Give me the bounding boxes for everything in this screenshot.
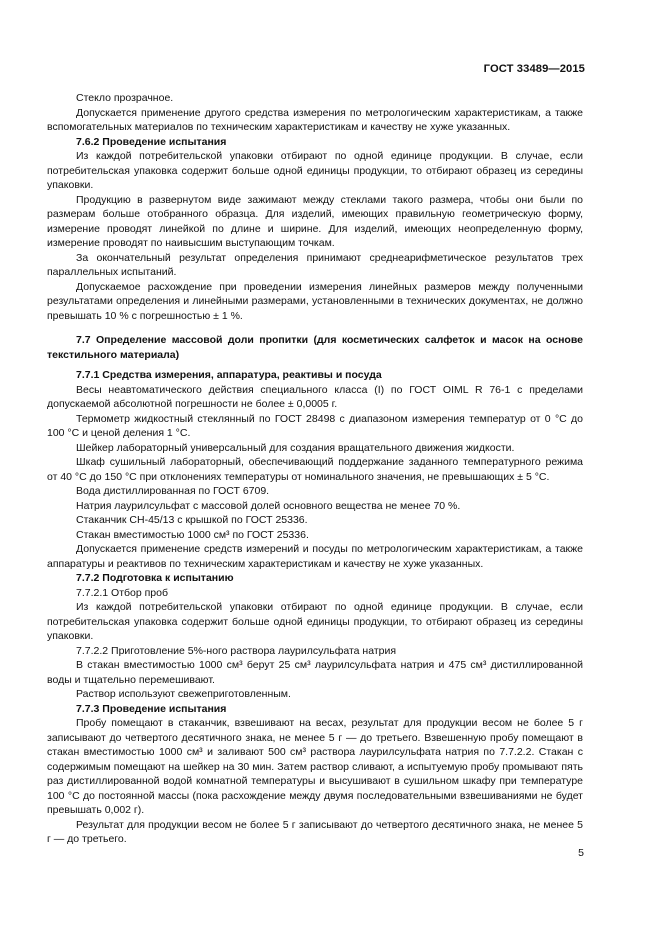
paragraph: Стекло прозрачное. xyxy=(76,92,174,104)
paragraph: Натрия лаурилсульфат с массовой долей основного вещества не менее 70 %. xyxy=(76,499,461,512)
subsection-title: 7.7.2.2 Приготовление 5%-ного раствора лаурилсульфата натрия xyxy=(76,644,397,657)
paragraph: В стакан вместимостью 1000 см³ берут 25 см³ лаурилсульфата натрия и 475 см³ дистиллированной воды и тщательно перемешивают. xyxy=(47,659,583,686)
paragraph: Вода дистиллированная по ГОСТ 6709. xyxy=(76,485,270,497)
paragraph: Пробу помещают в стаканчик, взвешивают на весах, результат для продукции весом не более 5 г записывают до четвертого десятичного знака, не менее 5 г — до третьего. Взвешенную пробу помещают в стакан вместимостью 1000 см³ и заливают 500 см³ раствора лаурилсульфата натрия по 7.7.2.2. Стакан с содержимым помещают на шейкер на 30 мин. Затем раствор сливают, а испытуемую пробу промывают пять раз дистиллированной водой комнатной температуры и высушивают в сушильном шкафу при температуре 100 °C до постоянной массы (пока расхождение между двумя последовательными взвешиваниями не будет превышать 0,002 г). xyxy=(47,717,583,816)
paragraph: Допускается применение средств измерений и посуды по метрологическим характеристикам, а также аппаратуры и реактивов по техническим характеристикам и качеству не хуже указанных. xyxy=(47,543,583,570)
paragraph: Термометр жидкостный стеклянный по ГОСТ 28498 с диапазоном измерения температур от 0 °C до 100 °C и ценой деления 1 °C. xyxy=(47,412,583,439)
subsection-title: 7.7.2.1 Отбор проб xyxy=(76,586,168,599)
paragraph: Стакан вместимостью 1000 см³ по ГОСТ 25336. xyxy=(76,528,309,541)
paragraph: Раствор используют свежеприготовленным. xyxy=(76,688,291,700)
paragraph: Весы неавтоматического действия специального класса (I) по ГОСТ OIML R 76-1 с пределами допускаемой абсолютной погрешности не более ± 0,0005 г. xyxy=(47,383,583,410)
paragraph: Шкаф сушильный лабораторный, обеспечивающий поддержание заданного температурного режима от 40 °C до 150 °C при отклонениях температуры от номинального значения, не превышающих ± 5 °C. xyxy=(47,456,583,483)
paragraph: За окончательный результат определения принимают среднеарифметическое результатов трех параллельных испытаний. xyxy=(47,251,583,278)
paragraph: Допускается применение другого средства измерения по метрологическим характеристикам, а также вспомогательных материалов по техническим характеристикам и качеству не хуже указанных. xyxy=(47,106,583,133)
section-heading: 7.7.3 Проведение испытания xyxy=(76,702,227,715)
section-heading: 7.7.2 Подготовка к испытанию xyxy=(76,572,234,584)
section-heading: 7.6.2 Проведение испытания xyxy=(76,135,227,148)
paragraph: Допускаемое расхождение при проведении измерения линейных размеров между полученными результатами определения и линейными размерами, установленными в технических документах, не должно превышать 10 % с погрешностью ± 1 %. xyxy=(47,280,583,322)
section-heading: 7.7 Определение массовой доли пропитки (для косметических салфеток и масок на основе текстильного материала) xyxy=(47,334,583,361)
paragraph: Из каждой потребительской упаковки отбирают по одной единице продукции. В случае, если потребительская упаковка содержит больше одной единицы продукции, то отбирают образец из середины упаковки. xyxy=(47,601,583,642)
paragraph: Результат для продукции весом не более 5 г записывают до четвертого десятичного знака, не менее 5 г — до третьего. xyxy=(47,818,583,845)
paragraph: Продукцию в развернутом виде зажимают между стеклами такого размера, чтобы они были по размерам больше отобранного образца. Для изделий, имеющих правильную геометрическую форму, измерение проводят линейкой по длине и ширине. Для изделий, имеющих неопределенную форму, измерение проводят по наивысшим выступающим точкам. xyxy=(47,193,583,249)
paragraph: Стаканчик СН-45/13 с крышкой по ГОСТ 25336. xyxy=(76,514,308,526)
paragraph: Шейкер лабораторный универсальный для создания вращательного движения жидкости. xyxy=(76,441,515,454)
page-number: 5 xyxy=(578,847,584,859)
document-body xyxy=(47,91,583,847)
paragraph: Из каждой потребительской упаковки отбирают по одной единице продукции. В случае, если потребительская упаковка содержит больше одной единицы продукции, то отбирают образец из середины упаковки. xyxy=(47,150,583,191)
document-header-standard-id: ГОСТ 33489—2015 xyxy=(483,63,585,75)
section-heading: 7.7.1 Средства измерения, аппаратура, реактивы и посуда xyxy=(76,369,382,381)
